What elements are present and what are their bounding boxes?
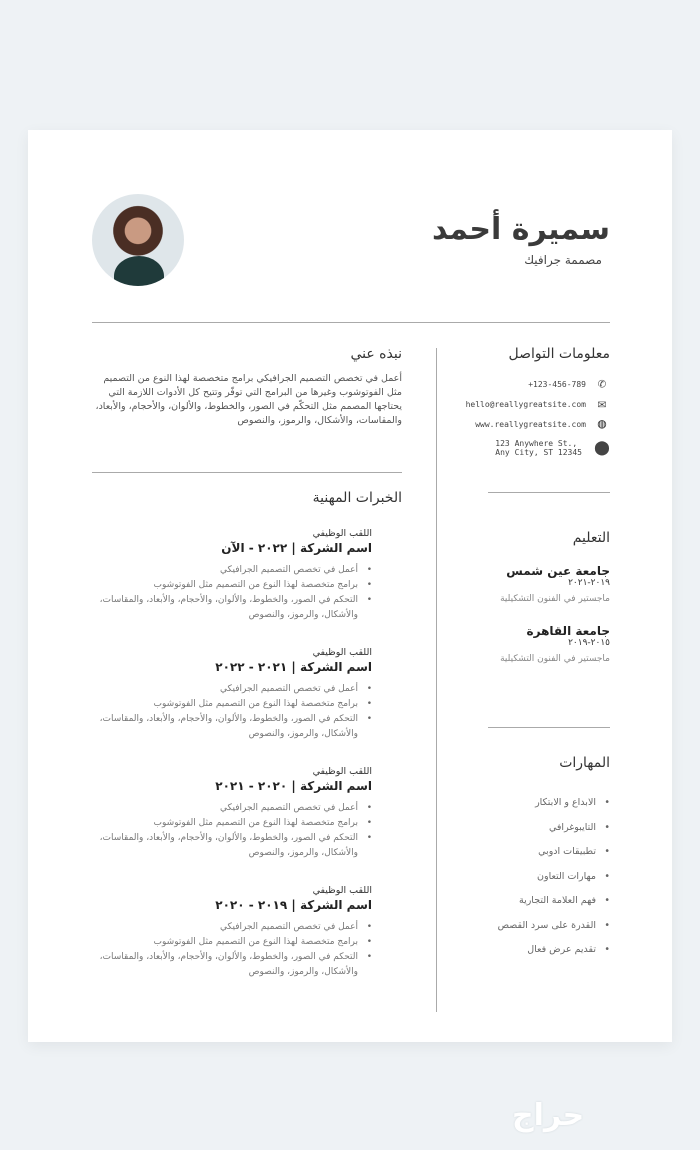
website-text: www.reallygreatsite.com [475,419,586,429]
resume-job-title: مصممة جرافيك [524,253,602,267]
education-item [460,624,610,664]
degree: ماجستير في الفنون التشكيلية [500,654,610,664]
email-text: hello@reallygreatsite.com [465,399,586,409]
job-company-dates: اسم الشركة | ٢٠٢٠ - ٢٠٢١ [215,779,372,793]
skills-section [460,755,610,969]
phone-text: +123-456-789 [528,379,586,389]
job-item [92,766,372,861]
about-heading: نبذه عني [350,346,402,362]
haraj-watermark-logo: حراج [512,1098,585,1133]
skill-item: • التايبوغرافي [460,822,610,847]
mail-icon: ✉ [597,396,607,412]
location-pin-icon: ⬤ [594,440,610,456]
job-title: اللقب الوظيفي [312,528,372,539]
globe-icon: ◍ [597,416,607,432]
skill-item: • تقديم عرض فعال [460,944,610,969]
job-item [92,647,372,742]
job-bullet: • أعمل في تخصص التصميم الجرافيكي [92,682,372,697]
university-name: جامعة القاهرة [526,624,610,638]
job-bullet: • التحكم في الصور، والخطوط، والألوان، والأحجام، والأبعاد، والمقاسات، والأشكال، والرموز، والنصوص [92,831,372,861]
job-item [92,885,372,980]
contact-section [460,346,610,462]
university-name: جامعة عين شمس [506,564,610,578]
skill-item: • مهارات التعاون [460,871,610,896]
column-divider [436,348,437,1012]
job-bullet: • برامج متخصصة لهذا النوع من التصميم مثل الفوتوشوب [92,578,372,593]
job-bullet: • أعمل في تخصص التصميم الجرافيكي [92,801,372,816]
education-section [460,530,610,664]
education-dates: ٢٠١٥-٢٠١٩ [568,638,610,648]
job-company-dates: اسم الشركة | ٢٠٢١ - ٢٠٢٢ [215,660,372,674]
job-bullet: • أعمل في تخصص التصميم الجرافيكي [92,563,372,578]
job-company-dates: اسم الشركة | ٢٠١٩ - ٢٠٢٠ [215,898,372,912]
job-title: اللقب الوظيفي [312,885,372,896]
divider [488,492,610,493]
job-bullet: • برامج متخصصة لهذا النوع من التصميم مثل الفوتوشوب [92,935,372,950]
resume-name: سميرة أحمد [431,212,610,247]
job-bullet: • التحكم في الصور، والخطوط، والألوان، والأحجام، والأبعاد، والمقاسات، والأشكال، والرموز، والنصوص [92,593,372,623]
divider [92,472,402,473]
job-bullet: • التحكم في الصور، والخطوط، والألوان، والأحجام، والأبعاد، والمقاسات، والأشكال، والرموز، والنصوص [92,712,372,742]
skills-heading: المهارات [559,755,610,771]
degree: ماجستير في الفنون التشكيلية [500,594,610,604]
about-section [92,346,402,428]
job-title: اللقب الوظيفي [312,647,372,658]
job-title: اللقب الوظيفي [312,766,372,777]
divider [92,322,610,323]
address-line2: Any City, ST 12345 [495,448,582,457]
skill-item: • فهم العلامة التجارية [460,895,610,920]
education-item [460,564,610,604]
job-bullet: • برامج متخصصة لهذا النوع من التصميم مثل الفوتوشوب [92,816,372,831]
experience-heading: الخبرات المهنية [312,490,402,506]
skill-item: • الابداع و الابتكار [460,797,610,822]
job-item [92,528,372,623]
resume-page [28,130,672,1042]
experience-section [92,490,402,1004]
job-bullet: • أعمل في تخصص التصميم الجرافيكي [92,920,372,935]
address-line1: 123 Anywhere St., [495,439,578,448]
about-text: أعمل في تخصص التصميم الجرافيكي برامج متخصصة لهذا النوع من التصميم مثل الفوتوشوب وغيرها من البرامج التي توفّر وتتيح كل الأدوات اللازمة التي يحتاجها المصمم مثل التحكّم في الصور، والخطوط، والألوان، والأحجام، والأبعاد، والمقاسات، والأشكال، والرموز، والنصوص [95,373,402,426]
skill-item: • القدرة على سرد القصص [460,920,610,945]
divider [488,727,610,728]
job-company-dates: اسم الشركة | ٢٠٢٢ - الآن [221,541,372,555]
education-heading: التعليم [572,530,610,546]
skill-item: • تطبيقات ادوبي [460,846,610,871]
job-bullet: • برامج متخصصة لهذا النوع من التصميم مثل الفوتوشوب [92,697,372,712]
job-bullet: • التحكم في الصور، والخطوط، والألوان، والأحجام، والأبعاد، والمقاسات، والأشكال، والرموز، والنصوص [92,950,372,980]
contact-heading: معلومات التواصل [508,346,610,362]
profile-photo [92,194,184,286]
education-dates: ٢٠١٩-٢٠٢١ [568,578,610,588]
phone-icon: ✆ [597,376,607,392]
